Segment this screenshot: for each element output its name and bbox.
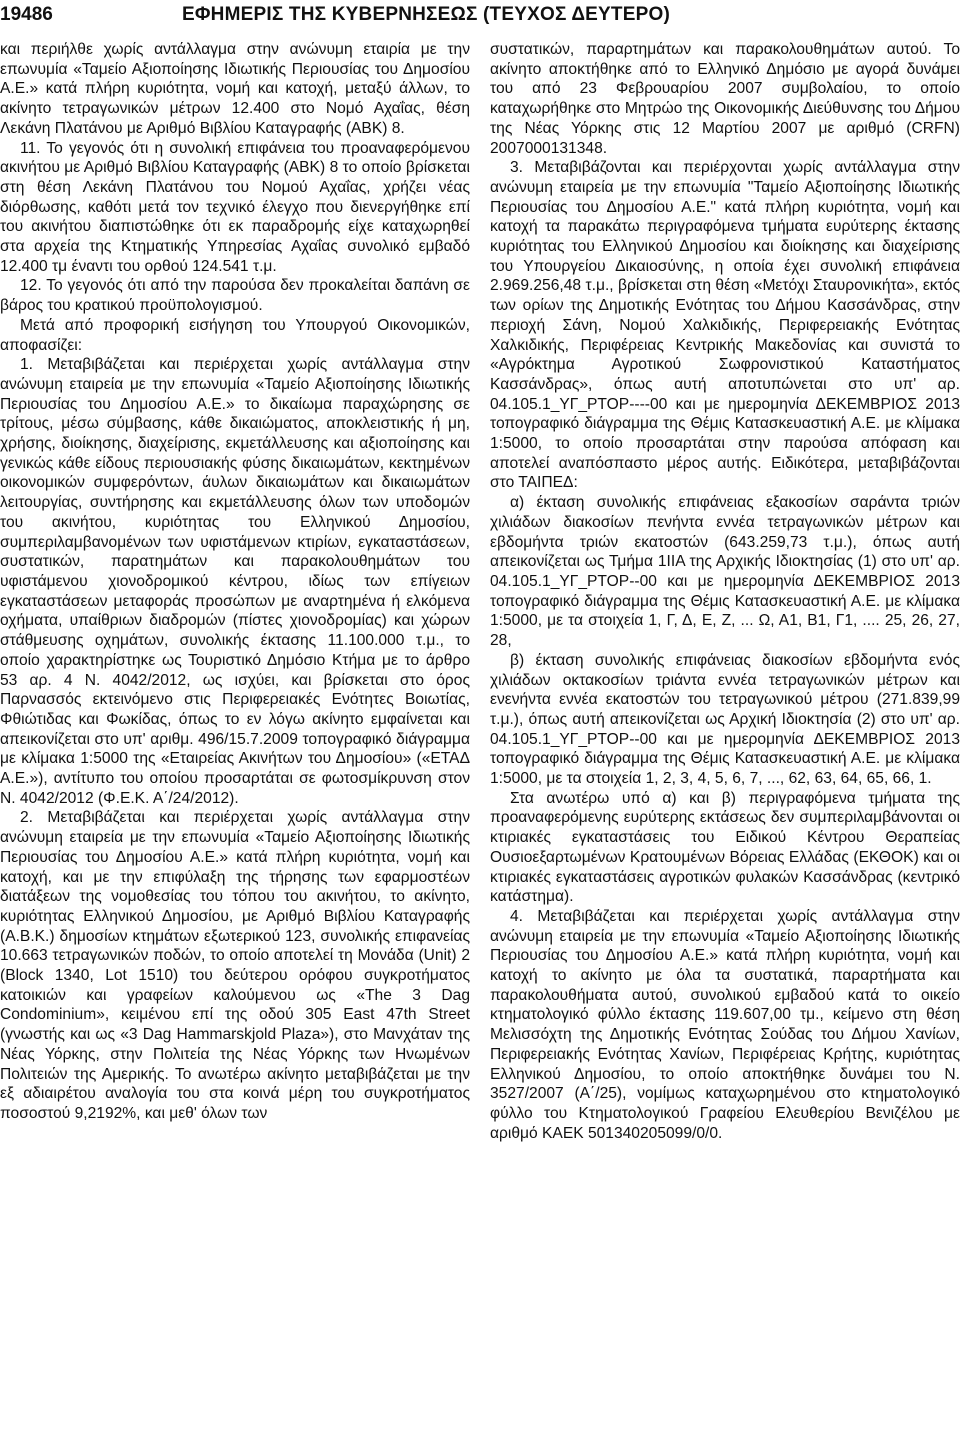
gazette-title: ΕΦΗΜΕΡΙΣ ΤΗΣ ΚΥΒΕΡΝΗΣΕΩΣ (ΤΕΥΧΟΣ ΔΕΥΤΕΡΟ) [182,4,670,25]
paragraph-3a: α) έκταση συνολικής επιφάνειας εξακοσίων σαράντα τριών χιλιάδων διακοσίων πενήντα εννέα τετραγωνικών μέτρων και εβδομήντα τριών εκατοστών (643.259,73 τ.μ.), όπως αυτή απεικονίζεται ως Τμήμα 1ΙΙΑ της Αρχικής Ιδιοκτησίας (1) στο υπ' αρ. 04.105.1_ΥΓ_ΡΤΟΡ--00 και με ημερομηνία ΔΕΚΕΜΒΡΙΟΣ 2013 τοπογραφικό διάγραμμα της Θέμις Κατασκευαστική Α.Ε. με κλίμακα 1:5000, με τα στοιχεία 1, Γ, Δ, Ε, Ζ, ... Ω, Α1, Β1, Γ1, .... 25, 26, 27, 28, [490,494,960,650]
paragraph-11: 11. Το γεγονός ότι η συνολική επιφάνεια του προαναφερόμενου ακινήτου με Αριθμό Βιβλίου Καταγραφής (ΑΒΚ) 8 το οποίο βρίσκεται στη θέση Λεκάνη Πλατάνου του Νομού Αχαΐας, χρήζει νέας διόρθωσης, καθότι μετά τον τεχνικό έλεγχο που διενεργήθηκε επί του ακινήτου διαπιστώθηκε ότι εκ παραδρομής είχε καταχωρηθεί στα αρχεία της Κτηματικής Υπηρεσίας Αχαΐας συνολικό εμβαδό 12.400 τμ έναντι του ορθού 124.541 τ.μ. [0,139,470,275]
right-column [490,40,960,1425]
left-column [0,40,470,1425]
paragraph-3b: β) έκταση συνολικής επιφάνειας διακοσίων εβδομήντα ενός χιλιάδων οκτακοσίων τριάντα εννέα τετραγωνικών μέτρων και ενενήντα εννέα εκατοστών του τετραγωνικού μέτρου (271.839,99 τ.μ.), όπως αυτή απεικονίζεται ως Αρχική Ιδιοκτησία (2) στο υπ' αρ. 04.105.1_ΥΓ_ΡΤΟΡ--00 και με ημερομηνία ΔΕΚΕΜΒΡΙΟΣ 2013 τοπογραφικό διάγραμμα της Θέμις Κατασκευαστική Α.Ε. με κλίμακα 1:5000, με τα στοιχεία 1, 2, 3, 4, 5, 6, 7, ..., 62, 63, 64, 65, 66, 1. [490,651,960,788]
paragraph-12: 12. Το γεγονός ότι από την παρούσα δεν προκαλείται δαπάνη σε βάρος του κρατικού προϋπολογισμού. [0,277,470,315]
paragraph-article-2-cont: συστατικών, παραρτημάτων και παρακολουθημάτων αυτού. Το ακίνητο αποκτήθηκε από το Ελληνικό Δημόσιο με αγορά δυνάμει του από 23 Φεβρουαρίου 2007 συμβολαίου, το οποίο καταχωρήθηκε στο Μητρώο της Οικονομικής Διεύθυνσης του Δήμου της Νέας Υόρκης στις 12 Μαρτίου 2007 με αριθμό (CRFN) 2007000131348. [490,41,960,157]
page-number: 19486 [0,4,53,25]
paragraph-decision-intro: Μετά από προφορική εισήγηση του Υπουργού Οικονομικών, αποφασίζει: [0,316,470,354]
paragraph-article-2: 2. Μεταβιβάζεται και περιέρχεται χωρίς αντάλλαγμα στην ανώνυμη εταιρεία με την επωνυμία «Ταμείο Αξιοποίησης Ιδιωτικής Περιουσίας του Δημοσίου Α.Ε.» κατά πλήρη κυριότητα, νομή και κατοχή, και με την επιφύλαξη της τήρησης των εφαρμοστέων διατάξεων της νομοθεσίας του τόπου του ακινήτου, το ακίνητο, κυριότητας Ελληνικού Δημοσίου, με Αριθμό Βιβλίου Καταγραφής (Α.Β.Κ.) δημοσίων κτημάτων εξωτερικού 123, συνολικής επιφανείας 10.663 τετραγωνικών ποδών, το οποίο αποτελεί τη Μονάδα (Unit) 2 (Block 1340, Lot 1510) του δεύτερου ορόφου συγκροτήματος κατοικιών και γραφείων καλούμενου ως «The 3 Dag Condominium», κειμένου επί της οδού 305 East 47th Street (γνωστής και ως «3 Dag Hammarskjold Plaza»), στο Μανχάταν της Νέας Υόρκης, στην Πολιτεία της Νέας Υόρκης των Ηνωμένων Πολιτειών της Αμερικής. Το ανωτέρω ακίνητο μεταβιβάζεται με την εξ αδιαιρέτου αναλογία του στα κοινά μέρη του συγκροτήματος ποσοστού 9,2192%, και μεθ' όλων των [0,809,470,1122]
page-header [0,0,960,34]
paragraph-exclusions: Στα ανωτέρω υπό α) και β) περιγραφόμενα τμήματα της προαναφερόμενης ευρύτερης εκτάσεως δεν συμπεριλαμβάνονται οι κτιριακές εγκαταστάσεις του Ειδικού Κέντρου Θεραπείας Ουσιοεξαρτωμένων Κρατουμένων Βόρειας Ελλάδας (ΕΚΘΟΚ) και οι κτιριακές εγκαταστάσεις αγροτικών φυλακών Κασσάνδρας (κεντρικό κατάστημα). [490,789,960,906]
paragraph-intro: και περιήλθε χωρίς αντάλλαγμα στην ανώνυμη εταιρία με την επωνυμία «Ταμείο Αξιοποίησης Ιδιωτικής Περιουσίας του Δημοσίου Α.Ε.» κατά πλήρη κυριότητα, νομή και κατοχή, μεταξύ άλλων, το ακίνητο τετραγωνικών μέτρων 12.400 στο Νομό Αχαΐας, θέση Λεκάνη Πλατάνου με Αριθμό Βιβλίου Καταγραφής (ΑΒΚ) 8. [0,41,470,137]
paragraph-article-1: 1. Μεταβιβάζεται και περιέρχεται χωρίς αντάλλαγμα στην ανώνυμη εταιρεία με την επωνυμία «Ταμείο Αξιοποίησης Ιδιωτικής Περιουσίας του Δημοσίου Α.Ε.» το δικαίωμα παραχώρησης σε τρίτους, μέσω σύμβασης, κάθε δικαιώματος, αποκλειστικής ή μη, χρήσης, διοίκησης, διαχείρισης, εκμετάλλευσης και αξιοποίησης και γενικώς κάθε είδους περιουσιακής φύσης δικαιωμάτων, κεκτημένων οικονομικών συμφερόντων, άυλων δικαιωμάτων και δικαιωμάτων λειτουργίας, συντήρησης και εκμετάλλευσης όλων των υποδομών του ακινήτου, κυριότητας του Ελληνικού Δημοσίου, συμπεριλαμβανομένων των υφιστάμενων κτιρίων, εγκαταστάσεων, συστατικών, παρατημάτων και παρακολουθημάτων του υφιστάμενου χιονοδρομικού κέντρου, ιδίως των επίγειων εγκαταστάσεων μεταφοράς προσώπων με αναρτημένα ή ελκόμενα οχήματα, υπαίθριων διαδρομών (πίστες χιονοδρομίας) και χώρων στάθμευσης οχημάτων, συνολικής έκτασης 11.100.000 τ.μ., το οποίο χαρακτηρίστηκε ως Τουριστικό Δημόσιο Κτήμα με το άρθρο 53 αρ. 4 Ν. 4042/2012, ως ισχύει, και βρίσκεται στο όρος Παρνασσός εκτεινόμενο στις Περιφερειακές Ενότητες Βοιωτίας, Φθιώτιδας και Φωκίδας, όπως το εν λόγω ακίνητο εμφαίνεται και απεικονίζεται στο υπ' αριθμ. 496/15.7.2009 τοπογραφικό διάγραμμα με κλίμακα 1:5000 της «Εταιρείας Ακινήτων του Δημοσίου» («ΕΤΑΔ Α.Ε.»), αντίτυπο του οποίου προσαρτάται σε φωτοσμίκρυνση στον Ν. 4042/2012 (Φ.Ε.Κ. Α΄/24/2012). [0,356,470,807]
paragraph-article-3: 3. Μεταβιβάζονται και περιέρχονται χωρίς αντάλλαγμα στην ανώνυμη εταιρεία με την επωνυμία "Ταμείο Αξιοποίησης Ιδιωτικής Περιουσίας του Δημοσίου Α.Ε." κατά πλήρη κυριότητα, νομή και κατοχή τα παρακάτω περιγραφόμενα τμήματα ευρύτερης έκτασης κυριότητας του Ελληνικού Δημοσίου και διοίκησης και διαχείρισης του Υπουργείου Δικαιοσύνης, η οποία έχει συνολική επιφάνεια 2.969.256,48 τ.μ., βρίσκεται στη θέση «Μετόχι Σταυρονικήτα», εκτός των ορίων της Δημοτικής Ενότητας του Δήμου Κασσάνδρας, στην περιοχή Σάνη, Νομού Χαλκιδικής, Περιφερειακής Ενότητας Χαλκιδικής, Περιφέρειας Κεντρικής Μακεδονίας και συνιστά το «Αγρόκτημα Αγροτικού Σωφρονιστικού Καταστήματος Κασσάνδρας», όπως αυτή αποτυπώνεται στο υπ' αρ. 04.105.1_ΥΓ_ΡΤΟΡ----00 και με ημερομηνία ΔΕΚΕΜΒΡΙΟΣ 2013 τοπογραφικό διάγραμμα της Θέμις Κατασκευαστική Α.Ε. με κλίμακα 1:5000, το οποίο προσαρτάται στην παρούσα απόφαση και αποτελεί αναπόσπαστο μέρος αυτής. Ειδικότερα, μεταβιβάζονται στο ΤΑΙΠΕΔ: [490,159,960,492]
paragraph-article-4: 4. Μεταβιβάζεται και περιέρχεται χωρίς αντάλλαγμα στην ανώνυμη εταιρεία με την επωνυμία «Ταμείο Αξιοποίησης Ιδιωτικής Περιουσίας του Δημοσίου Α.Ε.» κατά πλήρη κυριότητα, νομή και κατοχή το ακίνητο με όλα τα συστατικά, παραρτήματα και παρακολουθήματα αυτού, συνολικού εμβαδού κατά το οικείο κτηματολογικό φύλλο έκτασης 119.607,00 τμ., κείμενο στη θέση Μελισσόχτη της Δημοτικής Ενότητας Σούδας του Δήμου Χανίων, Περιφερειακής Ενότητας Χανίων, Περιφέρειας Κρήτης, κυριότητας Ελληνικού Δημοσίου, το οποίο αποκτήθηκε δυνάμει του Ν. 3527/2007 (Α΄/25), νομίμως καταχωρημένου στο κτηματολογικό φύλλο του Κτηματολογικού Γραφείου Ελευθερίου Βενιζέλου με αριθμό ΚΑΕΚ 501340205099/0/0. [490,907,960,1142]
